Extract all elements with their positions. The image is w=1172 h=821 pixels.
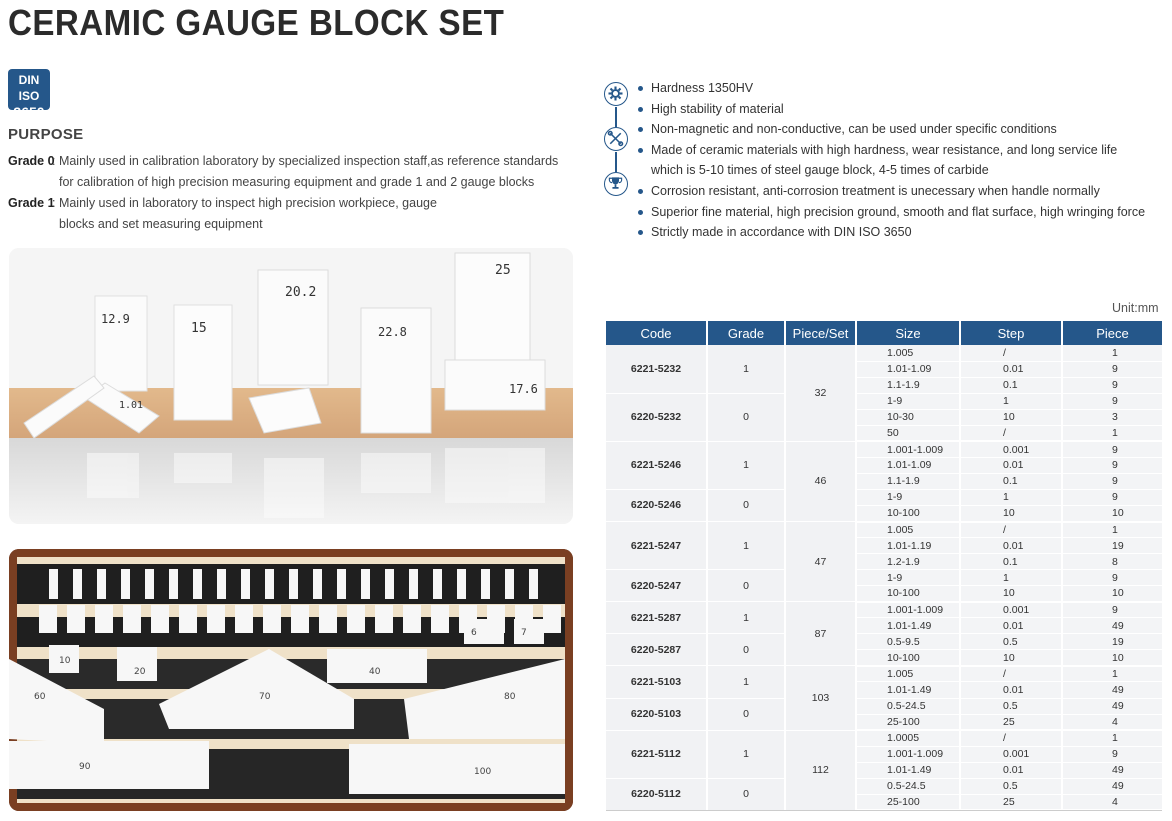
table-row — [606, 393, 1162, 409]
grade-1-text-line1: : Mainly used in laboratory to inspect high precision workpiece, gauge — [52, 196, 437, 210]
cell-size: 1.001-1.009 — [856, 602, 960, 618]
cell-grade: 1 — [707, 345, 785, 393]
cell-size: 1.001-1.009 — [856, 746, 960, 762]
trophy-icon — [604, 172, 628, 196]
cell-size: 1.01-1.09 — [856, 457, 960, 473]
cell-piece: 4 — [1062, 794, 1162, 810]
cell-step: 0.01 — [960, 457, 1062, 473]
cell-code: 6220-5246 — [606, 489, 707, 521]
cell-step: 10 — [960, 409, 1062, 425]
cell-size: 25-100 — [856, 794, 960, 810]
column-header-piece: Piece — [1062, 321, 1162, 345]
cell-pieceset: 46 — [785, 441, 856, 521]
cell-step: 1 — [960, 393, 1062, 409]
cell-piece: 4 — [1062, 714, 1162, 730]
cell-step: 0.001 — [960, 746, 1062, 762]
cell-step: / — [960, 666, 1062, 682]
cell-size: 10-100 — [856, 505, 960, 521]
feature-item: Corrosion resistant, anti-corrosion treatment is unecessary when handle normally — [638, 181, 1145, 202]
badge-line1: DIN ISO — [18, 73, 40, 103]
cell-size: 1.2-1.9 — [856, 554, 960, 570]
feature-item-continuation: which is 5-10 times of steel gauge block, 4-5 times of carbide — [651, 163, 989, 178]
cell-step: 10 — [960, 650, 1062, 666]
case-label: 90 — [79, 762, 91, 772]
cell-size: 1.005 — [856, 522, 960, 538]
cell-size: 1-9 — [856, 393, 960, 409]
column-header-step: Step — [960, 321, 1062, 345]
block-label: 25 — [495, 263, 511, 278]
table-row — [606, 778, 1162, 794]
cell-pieceset: 103 — [785, 666, 856, 730]
case-label: 10 — [59, 656, 71, 666]
grade-1-label: Grade 1 — [8, 196, 55, 210]
cell-size: 1.005 — [856, 666, 960, 682]
table-header-row — [606, 321, 1162, 345]
cell-step: 0.01 — [960, 538, 1062, 554]
cell-size: 25-100 — [856, 714, 960, 730]
cell-code: 6220-5103 — [606, 698, 707, 730]
cell-piece: 49 — [1062, 698, 1162, 714]
cell-grade: 0 — [707, 570, 785, 602]
cell-size: 1.005 — [856, 345, 960, 361]
block-label: 1.01 — [119, 400, 144, 411]
case-label: 60 — [34, 692, 46, 702]
blocks-illustration — [9, 248, 573, 524]
grade-1-description — [8, 193, 437, 231]
cell-step: / — [960, 345, 1062, 361]
cell-size: 1.01-1.49 — [856, 682, 960, 698]
cell-size: 1.1-1.9 — [856, 377, 960, 393]
grade-1-text-line2: blocks and set measuring equipment — [59, 217, 263, 231]
cell-size: 1.1-1.9 — [856, 473, 960, 489]
cell-piece: 9 — [1062, 489, 1162, 505]
cell-step: 0.01 — [960, 762, 1062, 778]
cell-piece: 49 — [1062, 682, 1162, 698]
cell-size: 10-100 — [856, 650, 960, 666]
gear-icon — [604, 82, 628, 106]
cell-grade: 0 — [707, 393, 785, 441]
cell-grade: 1 — [707, 522, 785, 570]
cell-size: 1.01-1.09 — [856, 361, 960, 377]
cell-code: 6221-5287 — [606, 602, 707, 634]
cell-piece: 1 — [1062, 666, 1162, 682]
cell-step: 0.1 — [960, 377, 1062, 393]
cell-grade: 1 — [707, 666, 785, 698]
cell-piece: 10 — [1062, 650, 1162, 666]
cell-grade: 0 — [707, 778, 785, 810]
cell-piece: 9 — [1062, 361, 1162, 377]
cell-size: 1.001-1.009 — [856, 441, 960, 457]
cell-step: 1 — [960, 489, 1062, 505]
block-label: 15 — [191, 321, 207, 336]
cell-piece: 19 — [1062, 634, 1162, 650]
cell-step: 1 — [960, 570, 1062, 586]
cell-size: 10-30 — [856, 409, 960, 425]
cell-code: 6221-5232 — [606, 345, 707, 393]
cell-step: / — [960, 522, 1062, 538]
cell-piece: 9 — [1062, 570, 1162, 586]
cell-grade: 1 — [707, 730, 785, 778]
cell-piece: 9 — [1062, 393, 1162, 409]
cell-piece: 10 — [1062, 505, 1162, 521]
table-row — [606, 345, 1162, 361]
badge-line2: 3650 — [13, 104, 45, 120]
cell-size: 1.01-1.49 — [856, 618, 960, 634]
cell-step: / — [960, 425, 1062, 441]
column-header-grade: Grade — [707, 321, 785, 345]
cell-step: 0.001 — [960, 441, 1062, 457]
cell-step: / — [960, 730, 1062, 746]
feature-list — [638, 78, 1145, 243]
cell-code: 6221-5247 — [606, 522, 707, 570]
feature-item: Superior fine material, high precision ground, smooth and flat surface, high wringing force — [638, 202, 1145, 223]
case-illustration — [9, 549, 573, 811]
cell-size: 1.0005 — [856, 730, 960, 746]
cell-step: 0.1 — [960, 554, 1062, 570]
cell-grade: 1 — [707, 602, 785, 634]
cell-size: 0.5-9.5 — [856, 634, 960, 650]
cell-step: 0.01 — [960, 618, 1062, 634]
cell-code: 6220-5247 — [606, 570, 707, 602]
table-body — [606, 345, 1162, 810]
cell-size: 0.5-24.5 — [856, 698, 960, 714]
block-label: 12.9 — [101, 312, 130, 326]
cell-size: 1.01-1.19 — [856, 538, 960, 554]
cell-code: 6220-5112 — [606, 778, 707, 810]
cell-piece: 19 — [1062, 538, 1162, 554]
table-row — [606, 441, 1162, 457]
cell-size: 1.01-1.49 — [856, 762, 960, 778]
cell-piece: 8 — [1062, 554, 1162, 570]
spec-table — [606, 321, 1162, 811]
cell-step: 0.01 — [960, 361, 1062, 377]
cell-piece: 1 — [1062, 425, 1162, 441]
grade-0-text-line2: for calibration of high precision measuring equipment and grade 1 and 2 gauge blocks — [59, 175, 535, 189]
column-header-pieceset: Piece/Set — [785, 321, 856, 345]
purpose-heading: PURPOSE — [8, 126, 84, 143]
feature-item: High stability of material — [638, 99, 1145, 120]
cell-code: 6220-5287 — [606, 634, 707, 666]
cell-piece: 49 — [1062, 618, 1162, 634]
case-label: 80 — [504, 692, 516, 702]
table-row — [606, 634, 1162, 650]
cell-size: 1-9 — [856, 570, 960, 586]
feature-item: Hardness 1350HV — [638, 78, 1145, 99]
cell-grade: 0 — [707, 489, 785, 521]
cell-piece: 9 — [1062, 473, 1162, 489]
cell-piece: 49 — [1062, 762, 1162, 778]
cell-step: 25 — [960, 794, 1062, 810]
cell-piece: 1 — [1062, 730, 1162, 746]
cell-code: 6221-5112 — [606, 730, 707, 778]
cell-grade: 1 — [707, 441, 785, 489]
cell-code: 6220-5232 — [606, 393, 707, 441]
table-row — [606, 666, 1162, 682]
case-label: 6 — [471, 628, 477, 638]
cell-piece: 9 — [1062, 377, 1162, 393]
cell-size: 1-9 — [856, 489, 960, 505]
cell-size: 10-100 — [856, 586, 960, 602]
cell-size: 0.5-24.5 — [856, 778, 960, 794]
table-row — [606, 522, 1162, 538]
unit-label: Unit:mm — [1112, 301, 1159, 315]
cell-piece: 1 — [1062, 522, 1162, 538]
tools-icon — [604, 127, 628, 151]
cell-piece: 9 — [1062, 457, 1162, 473]
case-label: 7 — [521, 628, 527, 638]
cell-grade: 0 — [707, 634, 785, 666]
feature-item: Strictly made in accordance with DIN ISO 3650 — [638, 222, 1145, 243]
cell-step: 10 — [960, 586, 1062, 602]
grade-0-text-line1: : Mainly used in calibration laboratory by specialized inspection staff,as reference standards — [52, 154, 559, 168]
product-photo-case — [9, 549, 573, 811]
block-label: 20.2 — [285, 285, 317, 300]
cell-piece: 9 — [1062, 602, 1162, 618]
table-row — [606, 489, 1162, 505]
column-header-size: Size — [856, 321, 960, 345]
grade-0-description — [8, 151, 559, 189]
cell-piece: 10 — [1062, 586, 1162, 602]
block-label: 22.8 — [378, 325, 407, 339]
cell-step: 0.01 — [960, 682, 1062, 698]
feature-item: Non-magnetic and non-conductive, can be used under specific conditions — [638, 119, 1145, 140]
cell-piece: 3 — [1062, 409, 1162, 425]
cell-code: 6221-5103 — [606, 666, 707, 698]
cell-step: 0.5 — [960, 634, 1062, 650]
page-title: CERAMIC GAUGE BLOCK SET — [8, 2, 505, 43]
cell-size: 50 — [856, 425, 960, 441]
table-row — [606, 602, 1162, 618]
column-header-code: Code — [606, 321, 707, 345]
cell-pieceset: 32 — [785, 345, 856, 441]
cell-grade: 0 — [707, 698, 785, 730]
cell-code: 6221-5246 — [606, 441, 707, 489]
table-row — [606, 730, 1162, 746]
cell-pieceset: 87 — [785, 602, 856, 666]
case-label: 40 — [369, 667, 381, 677]
table-bottom-border — [606, 810, 1162, 811]
din-iso-badge — [8, 69, 50, 120]
block-label: 17.6 — [509, 382, 538, 396]
cell-step: 0.5 — [960, 698, 1062, 714]
cell-pieceset: 47 — [785, 522, 856, 602]
cell-step: 0.1 — [960, 473, 1062, 489]
case-label: 70 — [259, 692, 271, 702]
icon-connector — [615, 107, 617, 127]
product-photo-blocks — [9, 248, 573, 524]
grade-0-label: Grade 0 — [8, 154, 55, 168]
cell-piece: 9 — [1062, 746, 1162, 762]
icon-connector — [615, 152, 617, 172]
cell-piece: 49 — [1062, 778, 1162, 794]
cell-piece: 9 — [1062, 441, 1162, 457]
cell-piece: 1 — [1062, 345, 1162, 361]
cell-pieceset: 112 — [785, 730, 856, 810]
feature-item: Made of ceramic materials with high hardness, wear resistance, and long service life — [638, 140, 1145, 161]
case-label: 20 — [134, 667, 146, 677]
case-label: 100 — [474, 767, 492, 777]
cell-step: 0.001 — [960, 602, 1062, 618]
table-row — [606, 570, 1162, 586]
cell-step: 0.5 — [960, 778, 1062, 794]
cell-step: 10 — [960, 505, 1062, 521]
cell-step: 25 — [960, 714, 1062, 730]
table-row — [606, 698, 1162, 714]
